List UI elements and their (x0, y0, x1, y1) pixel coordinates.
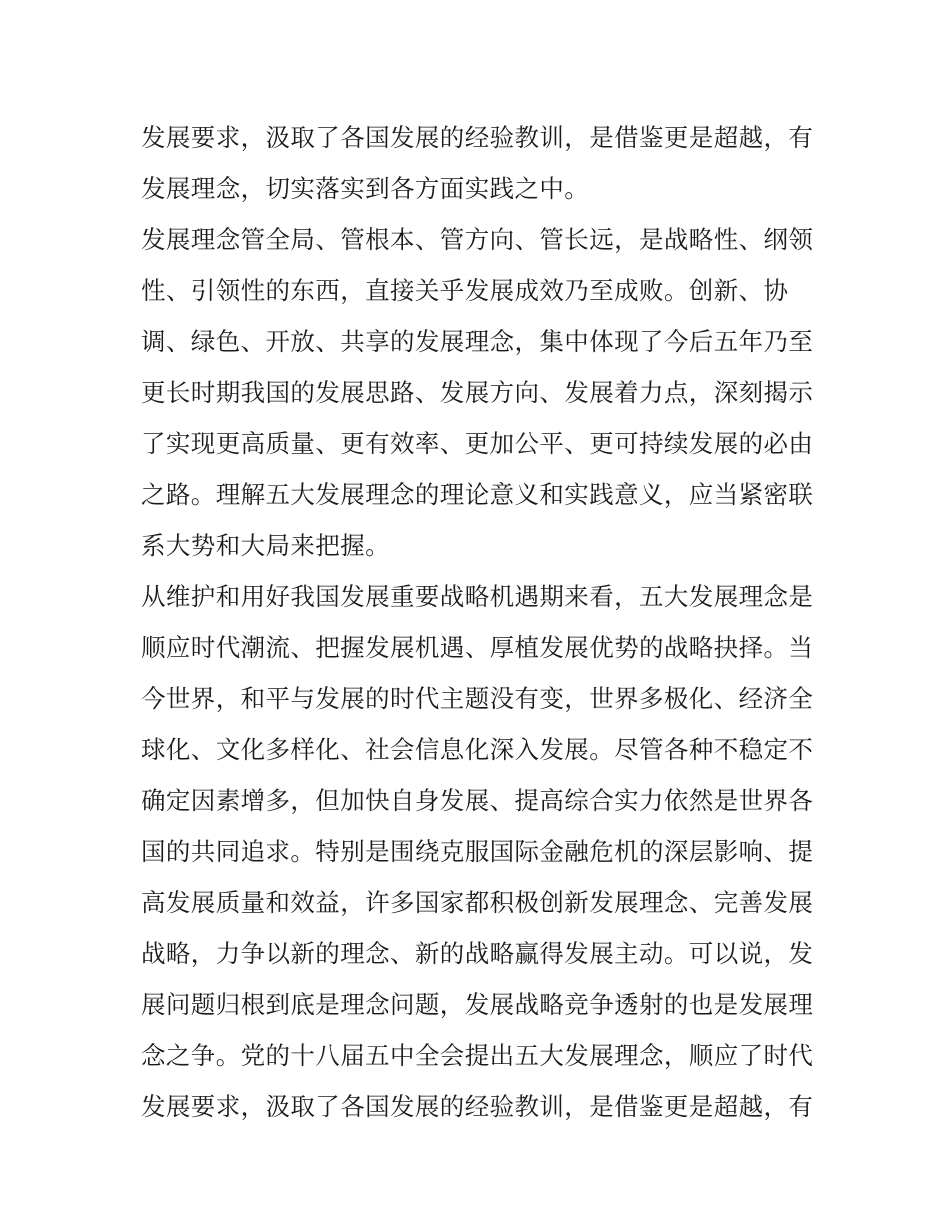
text-line: 调、绿色、开放、共享的发展理念，集中体现了今后五年乃至 (141, 327, 814, 356)
text-line: 之路。理解五大发展理念的理论意义和实践意义，应当紧密联 (141, 480, 814, 509)
text-line: 高发展质量和效益，许多国家都积极创新发展理念、完善发展 (141, 888, 814, 917)
text-line: 念之争。党的十八届五中全会提出五大发展理念，顺应了时代 (141, 1041, 814, 1070)
text-line: 确定因素增多，但加快自身发展、提高综合实力依然是世界各 (141, 786, 814, 815)
text-line: 发展要求，汲取了各国发展的经验教训，是借鉴更是超越，有 (141, 1092, 814, 1121)
text-line: 发展理念管全局、管根本、管方向、管长远，是战略性、纲领 (141, 225, 814, 254)
text-line: 国的共同追求。特别是围绕克服国际金融危机的深层影响、提 (141, 837, 814, 866)
text-line: 更长时期我国的发展思路、发展方向、发展着力点，深刻揭示 (141, 378, 814, 407)
text-line: 发展理念，切实落实到各方面实践之中。 (141, 174, 590, 203)
text-line: 顺应时代潮流、把握发展机遇、厚植发展优势的战略抉择。当 (141, 633, 814, 662)
document-body (141, 112, 821, 1132)
text-line: 性、引领性的东西，直接关乎发展成效乃至成败。创新、协 (141, 276, 789, 305)
text-line: 系大势和大局来把握。 (141, 531, 390, 560)
text-line: 从维护和用好我国发展重要战略机遇期来看，五大发展理念是 (141, 582, 814, 611)
text-line: 球化、文化多样化、社会信息化深入发展。尽管各种不稳定不 (141, 735, 814, 764)
text-line: 发展要求，汲取了各国发展的经验教训，是借鉴更是超越，有 (141, 123, 814, 152)
text-line: 了实现更高质量、更有效率、更加公平、更可持续发展的必由 (141, 429, 814, 458)
text-line: 今世界，和平与发展的时代主题没有变，世界多极化、经济全 (141, 684, 814, 713)
text-line: 展问题归根到底是理念问题，发展战略竞争透射的也是发展理 (141, 990, 814, 1019)
text-line: 战略，力争以新的理念、新的战略赢得发展主动。可以说，发 (141, 939, 814, 968)
